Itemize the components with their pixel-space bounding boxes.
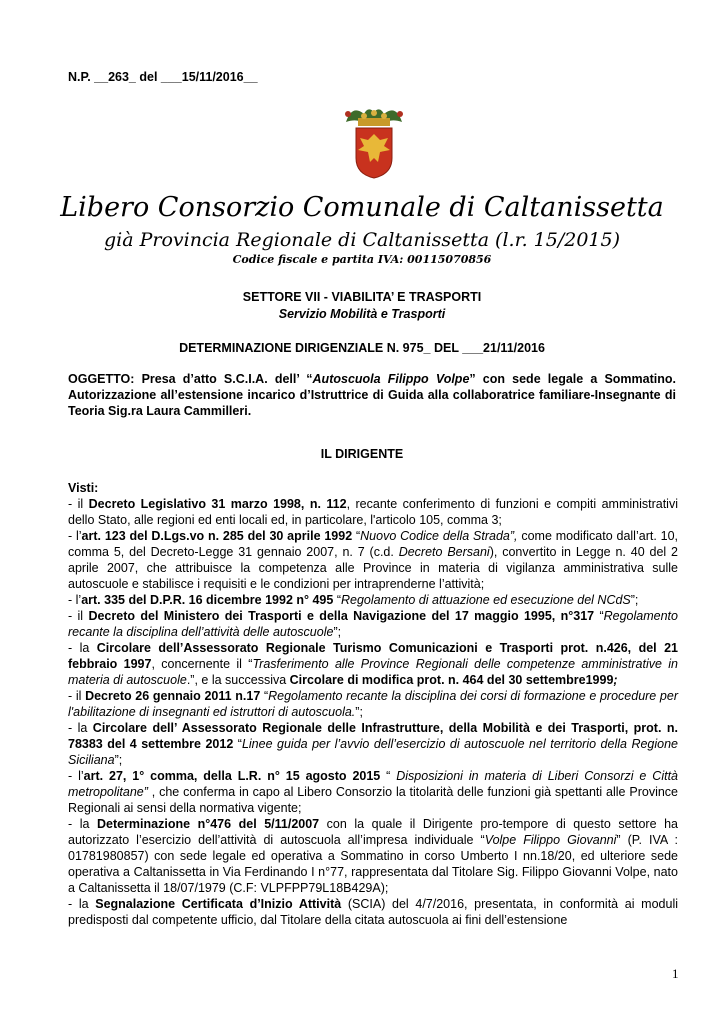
visti-item-text: - l’	[68, 529, 82, 543]
visti-item-text: ”;	[630, 593, 639, 607]
visti-item	[68, 720, 678, 768]
visti-item-text: Decreto Bersani	[398, 545, 490, 559]
visti-item-text: Segnalazione Certificata d’Inizio Attività	[95, 897, 342, 911]
service-name: Servizio Mobilità e Trasporti	[278, 307, 446, 321]
visti-item-text: Linee guida per l’avvio dell’esercizio di autoscuole nel territorio della Regione Siciliana	[68, 737, 679, 767]
visti-item-text: Disposizioni in materia di Liberi Consorzi e Città metropolitane”	[68, 769, 678, 799]
visti-item	[68, 608, 678, 640]
subject-block	[68, 371, 676, 419]
visti-item-text: - la	[68, 897, 96, 911]
visti-item-text: Trasferimento alle Province Regionali delle competenze amministrative in materia di autoscuole	[68, 657, 678, 687]
visti-item-text: “	[380, 769, 397, 783]
visti-list	[68, 496, 678, 928]
visti-item-text: Regolamento di attuazione ed esecuzione del NCdS	[340, 593, 631, 607]
visti-item-text: Circolare dell’Assessorato Regionale Turismo Comunicazioni e Trasporti prot. n.426, del 21 febbraio 1997	[68, 641, 678, 671]
entity-former-name: già Provincia Regionale di Caltanissetta (l.r. 15/2015)	[103, 229, 621, 251]
subject-lead: OGGETTO: Presa d’atto S.C.I.A. dell’ “	[68, 372, 313, 386]
visti-item-text: “	[594, 609, 604, 623]
visti-item-text: ”;	[114, 753, 123, 767]
visti-item-text: Volpe Filippo Giovanni	[484, 833, 617, 847]
visti-item-text: Determinazione n°476 del 5/11/2007	[96, 817, 320, 831]
visti-item-text: Circolare di modifica prot. n. 464 del 30 settembre1999	[289, 673, 614, 687]
visti-item	[68, 896, 678, 928]
visti-item-text: “	[260, 689, 269, 703]
visti-item-text: Decreto Legislativo 31 marzo 1998, n. 112	[88, 497, 347, 511]
visti-item	[68, 816, 678, 896]
visti-item-text: .”, e la successiva	[186, 673, 290, 687]
visti-item-text: - il	[68, 609, 89, 623]
visti-item-text: - il	[68, 689, 86, 703]
visti-item-text: art. 335 del D.P.R. 16 dicembre 1992 n° 495	[81, 593, 334, 607]
visti-item	[68, 768, 678, 816]
visti-item-text: Circolare dell’ Assessorato Regionale delle Infrastrutture, della Mobilità e dei Trasporti, prot. n. 78383 del 4 settembre 2012	[68, 721, 678, 751]
visti-item-text: “	[233, 737, 242, 751]
visti-item-text: come modificato dall’art. 10, comma 5, del Decreto-Legge 31 gennaio 2007, n. 7 (c.d.	[68, 529, 678, 559]
visti-section	[68, 480, 678, 928]
subject-rest: ” con sede legale a Sommatino. Autorizzazione all’estensione incarico d’Istruttrice di Guida alla collaboratrice familiare-Insegnante di Teoria Sig.ra Laura Cammilleri.	[68, 372, 676, 418]
visti-item-text: Decreto del Ministero dei Trasporti e della Navigazione del 17 maggio 1995, n°317	[88, 609, 595, 623]
dirigente-heading: IL DIRIGENTE	[320, 447, 404, 461]
visti-item-text: (SCIA) del 4/7/2016, presentata, in conformità ai moduli predisposti dal competente ufficio, dal Titolare della citata autoscuola ai fini dell’estensione	[68, 897, 679, 927]
visti-item-text: - l’	[68, 593, 82, 607]
entity-name: Libero Consorzio Comunale di Caltanissetta	[60, 192, 664, 223]
page-number: 1	[672, 966, 679, 981]
visti-item-text: “	[333, 593, 341, 607]
visti-item-text: - la	[68, 721, 93, 735]
visti-item-text: ;	[613, 673, 618, 687]
visti-item-text: art. 123 del D.Lgs.vo n. 285 del 30 aprile 1992	[81, 529, 353, 543]
visti-item-text: - la	[68, 817, 97, 831]
coat-of-arms-icon	[338, 100, 410, 180]
visti-item-text: - la	[68, 641, 97, 655]
visti-item-text: Nuovo Codice della Strada”,	[360, 529, 518, 543]
visti-item-text: “	[352, 529, 361, 543]
visti-item-text: ” (P. IVA : 01781980857) con sede legale ed operativa a Sommatino in corso Umberto I nn.18/20, ed ulteriore sede operativa a Caltanissetta in Via Ferdinando I n°77, rappresentata dal Titolare Sig. Filippo Giovanni Volpe, nato a Caltanissetta il 18/07/1979 (C.F: VLPFPP79L18B429A);	[68, 833, 679, 895]
visti-item	[68, 640, 678, 688]
visti-label: Visti:	[68, 481, 99, 495]
visti-item-text: Regolamento recante la disciplina dei corsi di formazione e procedure per l'abilitazione di insegnanti ed istruttori di autoscuola.	[68, 689, 678, 719]
visti-item-text: ), convertito in Legge n. 40 del 2 aprile 2007, che attribuisce la competenza alle Province in materia di vigilanza amministrativa sulle autoscuole e stabilisce i requisiti e le condizioni per intraprenderne l’attività;	[68, 545, 678, 591]
subject-company: Autoscuola Filippo Volpe	[312, 372, 470, 386]
protocol-number: N.P. __263_ del ___15/11/2016__	[68, 70, 258, 84]
visti-item-text: Regolamento recante la disciplina dell’attività delle autoscuole	[68, 609, 678, 639]
visti-item-text: ”;	[355, 705, 363, 719]
visti-item	[68, 528, 678, 592]
visti-item-text: , che conferma in capo al Libero Consorzio la titolarità delle funzioni già spettanti alle Province Regionali ai sensi della normativa vigente;	[68, 785, 678, 815]
visti-item-text: art. 27, 1° comma, della L.R. n° 15 agosto 2015	[83, 769, 381, 783]
sector-title: SETTORE VII - VIABILITA’ E TRASPORTI	[242, 290, 482, 304]
visti-item-text: , concernente il “	[151, 657, 253, 671]
determination-heading: DETERMINAZIONE DIRIGENZIALE N. 975_ DEL ___21/11/2016	[179, 341, 545, 355]
visti-item-text: - il	[68, 497, 89, 511]
visti-item-text: , recante conferimento di funzioni e compiti amministrativi dello Stato, alle regioni ed enti locali ed, in particolare, l'articolo 105, comma 3;	[68, 497, 678, 527]
visti-item	[68, 496, 678, 528]
visti-item-text: - l’	[68, 769, 84, 783]
visti-item-text: Decreto 26 gennaio 2011 n.17	[85, 689, 261, 703]
visti-item-text: con la quale il Dirigente pro-tempore di questo settore ha autorizzato l’esercizio dell’attività di autoscuola all’impresa individuale “	[68, 817, 678, 847]
entity-tax-code: Codice fiscale e partita IVA: 00115070856	[232, 253, 492, 266]
visti-item	[68, 592, 678, 608]
visti-item-text: ”;	[333, 625, 342, 639]
visti-item	[68, 688, 678, 720]
